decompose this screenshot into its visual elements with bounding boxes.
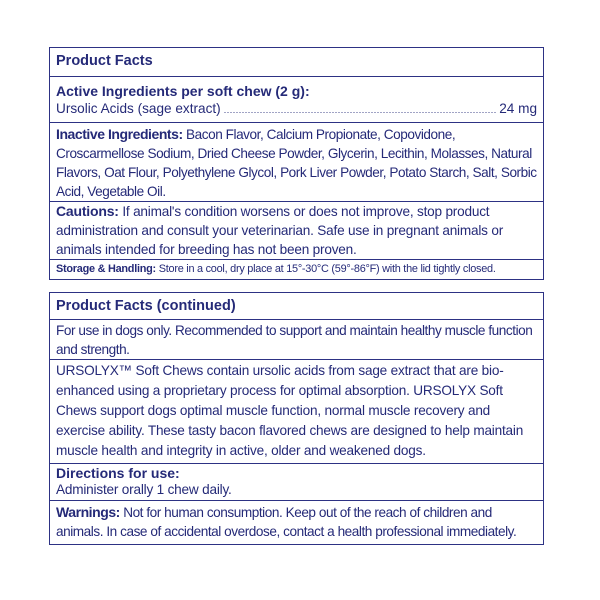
panel-header [50, 48, 543, 76]
inactive-ingredients-text [56, 125, 537, 201]
cautions-text [56, 202, 537, 259]
leader-dots [224, 102, 497, 119]
storage-text [56, 261, 537, 277]
inactive-ingredients-section [50, 122, 543, 201]
active-ingredients-section [50, 76, 543, 122]
warnings-body: Not for human consumption. Keep out of the reach of children and animals. In case of accidental overdose, contact a health professional immediately. [56, 505, 517, 539]
storage-heading: Storage & Handling: [56, 263, 156, 275]
cautions-body: If animal's condition worsens or does not improve, stop product administration and consult your veterinarian. Safe use in pregnant animals or animals intended for breeding has not been proven. [56, 204, 504, 257]
inactive-ingredients-heading: Inactive Ingredients: [56, 126, 183, 142]
use-section [50, 319, 543, 359]
storage-body: Store in a cool, dry place at 15°-30°C (59°-86°F) with the lid tightly closed. [158, 263, 496, 275]
warnings-text [56, 503, 537, 541]
inactive-ingredients-list: Bacon Flavor, Calcium Propionate, Copovidone, Croscarmellose Sodium, Dried Cheese Powder, Glycerin, Lecithin, Molasses, Natural Flavors, Oat Flour, Polyethylene Glycol, Pork Liver Powder, Potato Starch, Salt, Sorbic Acid, Vegetable Oil. [56, 127, 537, 199]
panel-title: Product Facts [56, 53, 153, 69]
use-text: For use in dogs only. Recommended to support and maintain healthy muscle function and strength. [56, 323, 533, 357]
cautions-heading: Cautions: [56, 203, 119, 219]
active-ingredient-amount: 24 mg [499, 101, 537, 116]
active-ingredients-heading: Active Ingredients per soft chew (2 g): [56, 83, 310, 99]
cautions-section [50, 201, 543, 259]
storage-section [50, 259, 543, 278]
directions-text: Administer orally 1 chew daily. [56, 482, 232, 497]
product-facts-panel [49, 47, 544, 280]
panel-header [50, 293, 543, 319]
description-text: URSOLYX™ Soft Chews contain ursolic acids from sage extract that are bio-enhanced using a proprietary process for optimal absorption. URSOLYX Soft Chews support dogs optimal muscle function, normal muscle recovery and exercise ability. These tasty bacon flavored chews are designed to help maintain muscle health and integrity in active, older and weakened dogs. [56, 363, 524, 458]
warnings-heading: Warnings: [56, 504, 120, 520]
product-facts-continued-panel [49, 292, 544, 545]
active-ingredient-row [56, 100, 537, 119]
panel-title: Product Facts (continued) [56, 298, 236, 314]
directions-section [50, 463, 543, 500]
description-section [50, 359, 543, 463]
directions-heading: Directions for use: [56, 465, 180, 481]
warnings-section [50, 500, 543, 543]
active-ingredient-name: Ursolic Acids (sage extract) [56, 101, 221, 116]
